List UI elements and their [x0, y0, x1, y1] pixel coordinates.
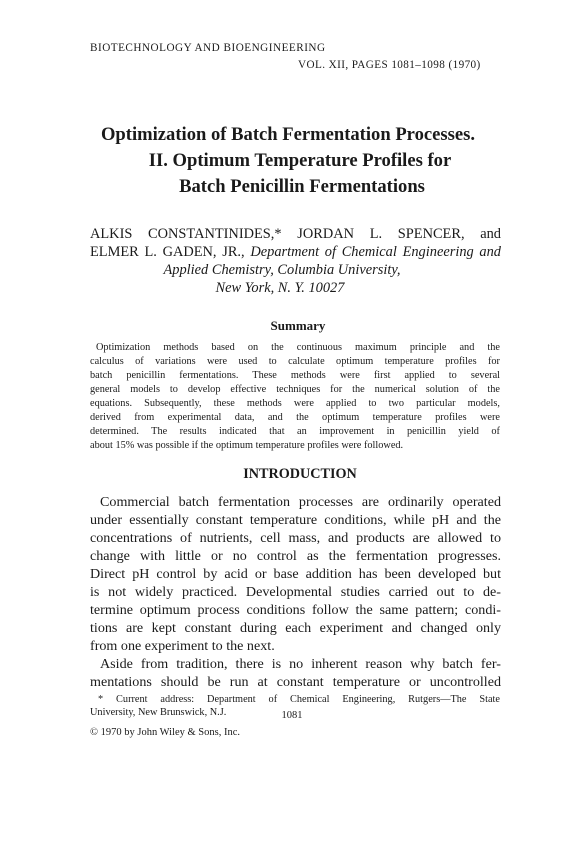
summary-line: about 15% was possible if the optimum temperature profiles were followed. — [90, 440, 404, 451]
intro-line: change with little or no control as the fermentation progresses. — [90, 548, 501, 564]
author-names: ELMER L. GADEN, JR., — [90, 244, 245, 260]
footnote-line-2: University, New Brunswick, N.J. — [90, 707, 227, 718]
intro-line: under essentially constant temperature conditions, while pH and the — [90, 512, 501, 528]
page-number: 1081 — [281, 710, 303, 721]
footnote-line-1: * Current address: Department of Chemical Engineering, Rutgers—The State — [98, 694, 500, 705]
intro-line: concentrations of nutrients, cell mass, and products are allowed to — [90, 530, 501, 546]
summary-line: batch penicillin fermentations. These methods were first applied to several — [90, 370, 500, 381]
intro-line: termine optimum process conditions follow the same pattern; condi- — [90, 602, 501, 618]
summary-heading: Summary — [270, 318, 326, 333]
intro-line: Aside from tradition, there is no inherent reason why batch fer- — [100, 656, 501, 672]
intro-line: mentations should be run at constant temperature or uncontrolled — [90, 674, 501, 690]
summary-line: general models to develop effective techniques for the numerical solution of the — [90, 384, 500, 395]
title-line-2: II. Optimum Temperature Profiles for — [148, 150, 452, 171]
title-line-1: Optimization of Batch Fermentation Processes. — [100, 124, 476, 145]
title-line-3: Batch Penicillin Fermentations — [179, 176, 425, 197]
affiliation-department: Department of Chemical Engineering and — [250, 244, 501, 260]
affiliation-line-3: Applied Chemistry, Columbia University, — [163, 262, 401, 278]
introduction-heading: INTRODUCTION — [243, 466, 357, 482]
authors-line-1: ALKIS CONSTANTINIDES,* JORDAN L. SPENCER, and — [90, 226, 501, 242]
authors-line-2 — [90, 244, 501, 261]
volume-pages: VOL. XII, PAGES 1081–1098 (1970) — [298, 59, 481, 71]
affiliation-line-4: New York, N. Y. 10027 — [215, 280, 345, 296]
summary-line: determined. The results indicated that an improvement in penicillin yield of — [90, 426, 500, 437]
copyright-notice: © 1970 by John Wiley & Sons, Inc. — [90, 727, 240, 738]
summary-line: equations. Subsequently, these methods were applied to two particular models, — [90, 398, 500, 409]
summary-line: Optimization methods based on the continuous maximum principle and the — [96, 342, 500, 353]
journal-name: BIOTECHNOLOGY AND BIOENGINEERING — [90, 42, 326, 54]
intro-line: tions are kept constant during each experiment and changed only — [90, 620, 501, 636]
intro-line: Direct pH control by acid or base addition has been developed but — [90, 566, 501, 582]
intro-line: is not widely practiced. Developmental studies carried out to de- — [90, 584, 501, 600]
summary-line: calculus of variations were used to calculate optimum temperature profiles for — [90, 356, 500, 367]
intro-line: from one experiment to the next. — [90, 638, 275, 654]
summary-line: derived from experimental data, and the optimum temperature profiles were — [90, 412, 500, 423]
intro-line: Commercial batch fermentation processes are ordinarily operated — [100, 494, 501, 510]
